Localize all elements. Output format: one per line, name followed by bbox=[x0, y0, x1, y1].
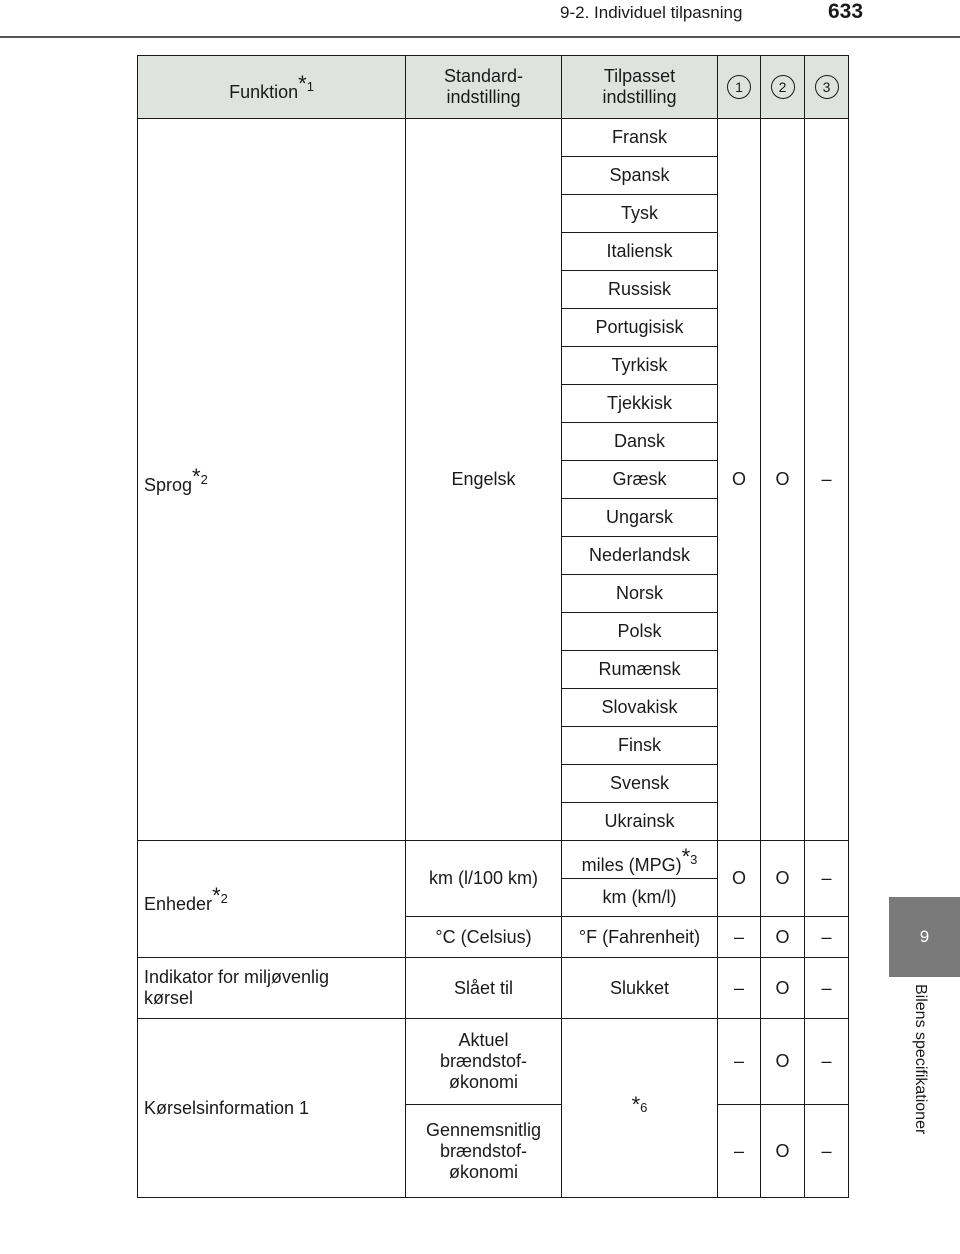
chapter-tab bbox=[889, 897, 960, 977]
units-temp-col3: – bbox=[805, 917, 849, 958]
language-default: Engelsk bbox=[406, 119, 562, 841]
table-row bbox=[138, 958, 849, 1019]
driveinfo-custom: *$^6$ bbox=[562, 1019, 718, 1198]
settings-table bbox=[137, 55, 849, 1198]
eco-default: Slået til bbox=[406, 958, 562, 1019]
header-custom: Tilpasset indstilling bbox=[562, 56, 718, 119]
units-distance-col2: O bbox=[761, 841, 805, 917]
language-col2: O bbox=[761, 119, 805, 841]
language-col3: – bbox=[805, 119, 849, 841]
units-temp-col1: – bbox=[718, 917, 761, 958]
language-option: Tjekkisk bbox=[562, 385, 718, 423]
units-option-mpg: miles (MPG)*$^3$ bbox=[562, 841, 718, 879]
language-option: Finsk bbox=[562, 727, 718, 765]
units-distance-col3: – bbox=[805, 841, 849, 917]
language-option: Tyrkisk bbox=[562, 347, 718, 385]
language-col1: O bbox=[718, 119, 761, 841]
driveinfo-default-average: Gennemsnitlig brændstof- økonomi bbox=[406, 1105, 562, 1198]
driveinfo-current-col3: – bbox=[805, 1019, 849, 1105]
table-header-row bbox=[138, 56, 849, 119]
language-option: Nederlandsk bbox=[562, 537, 718, 575]
language-option: Rumænsk bbox=[562, 651, 718, 689]
units-temp-col2: O bbox=[761, 917, 805, 958]
language-option: Italiensk bbox=[562, 233, 718, 271]
units-label: Enheder*$^2$ bbox=[138, 841, 406, 958]
eco-col2: O bbox=[761, 958, 805, 1019]
units-default-temp: °C (Celsius) bbox=[406, 917, 562, 958]
header-rule bbox=[0, 36, 960, 38]
language-option: Norsk bbox=[562, 575, 718, 613]
units-option-kml: km (km/l) bbox=[562, 879, 718, 917]
driveinfo-current-col2: O bbox=[761, 1019, 805, 1105]
units-distance-col1: O bbox=[718, 841, 761, 917]
eco-col3: – bbox=[805, 958, 849, 1019]
language-option: Tysk bbox=[562, 195, 718, 233]
eco-label: Indikator for miljøvenlig kørsel bbox=[138, 958, 406, 1019]
language-option: Slovakisk bbox=[562, 689, 718, 727]
units-default-distance: km (l/100 km) bbox=[406, 841, 562, 917]
language-option: Fransk bbox=[562, 119, 718, 157]
driveinfo-label: Kørselsinformation 1 bbox=[138, 1019, 406, 1198]
header-function: Funktion*$^1$ bbox=[138, 56, 406, 119]
units-option-fahrenheit: °F (Fahrenheit) bbox=[562, 917, 718, 958]
driveinfo-current-col1: – bbox=[718, 1019, 761, 1105]
chapter-number: 9 bbox=[919, 927, 930, 946]
driveinfo-average-col3: – bbox=[805, 1105, 849, 1198]
eco-custom: Slukket bbox=[562, 958, 718, 1019]
chapter-title: Bilens specifikationer bbox=[912, 984, 929, 1135]
language-option: Ukrainsk bbox=[562, 803, 718, 841]
language-option: Ungarsk bbox=[562, 499, 718, 537]
driveinfo-average-col1: – bbox=[718, 1105, 761, 1198]
language-option: Græsk bbox=[562, 461, 718, 499]
header-col2: 2 bbox=[761, 56, 805, 119]
table-row bbox=[138, 119, 849, 157]
language-option: Svensk bbox=[562, 765, 718, 803]
language-option: Russisk bbox=[562, 271, 718, 309]
page-number: 633 bbox=[828, 0, 864, 23]
language-label: Sprog*$^2$ bbox=[138, 119, 406, 841]
header-col1: 1 bbox=[718, 56, 761, 119]
table-row bbox=[138, 1019, 849, 1105]
section-title: 9-2. Individuel tilpasning bbox=[560, 3, 743, 22]
driveinfo-default-current: Aktuel brændstof- økonomi bbox=[406, 1019, 562, 1105]
language-option: Dansk bbox=[562, 423, 718, 461]
driveinfo-average-col2: O bbox=[761, 1105, 805, 1198]
header-col3: 3 bbox=[805, 56, 849, 119]
table-row bbox=[138, 841, 849, 879]
language-option: Spansk bbox=[562, 157, 718, 195]
language-option: Polsk bbox=[562, 613, 718, 651]
header-default: Standard- indstilling bbox=[406, 56, 562, 119]
language-option: Portugisisk bbox=[562, 309, 718, 347]
eco-col1: – bbox=[718, 958, 761, 1019]
